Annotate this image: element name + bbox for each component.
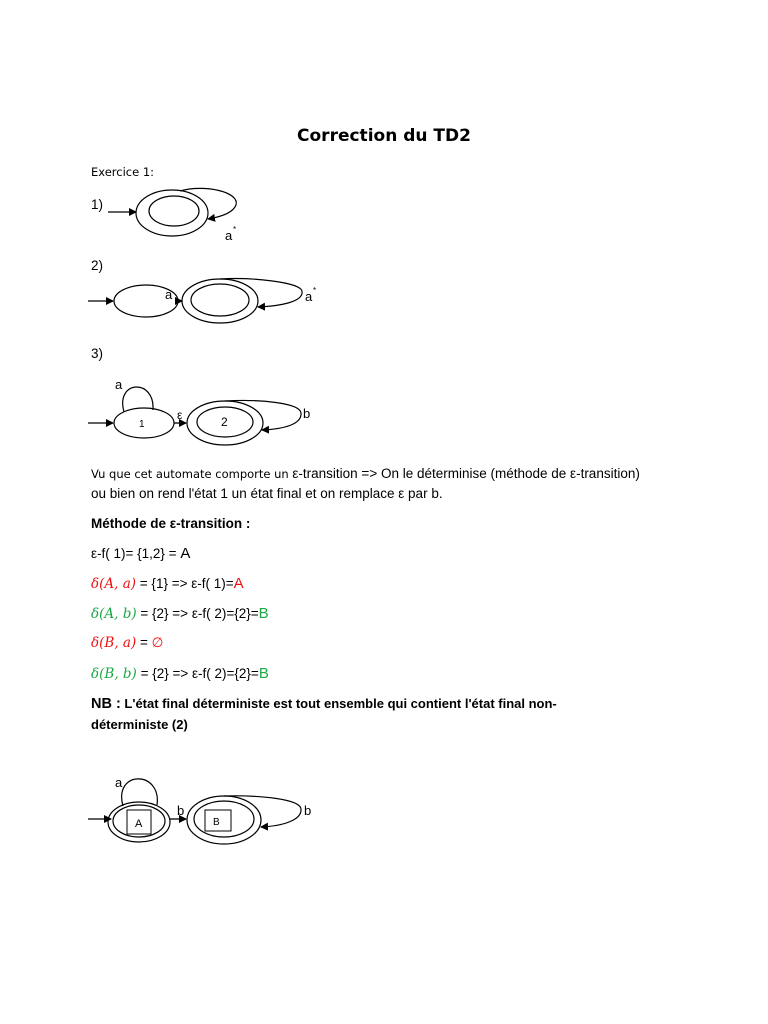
delta-rhs: = [136, 635, 152, 650]
state-1-label: 1 [139, 419, 145, 430]
state-b-label: B [213, 817, 220, 828]
loop-label-state-2: b [303, 406, 311, 421]
explanation-line-1-rest: ε-transition => On le déterminise (méthode de ε-transition) [292, 466, 640, 481]
exercise-label: Exercice 1: [91, 165, 155, 179]
transition-label: a [165, 287, 173, 302]
loop-label-state-b: b [304, 803, 312, 818]
loop-label-superscript: * [233, 225, 237, 234]
state-2-label: 2 [221, 415, 228, 429]
closure-result: A [180, 545, 191, 562]
state-a-label: A [135, 818, 143, 830]
delta-function: δ(A, b) [91, 606, 137, 622]
delta-result: A [233, 575, 244, 592]
explanation-line-1-start: Vu que cet automate comporte un [91, 467, 293, 481]
epsilon-transition-label: ε [177, 408, 183, 422]
delta-result: B [258, 665, 269, 682]
nb-text-1: L'état final déterministe est tout ensemble qui contient l'état final non- [120, 696, 557, 711]
delta-rhs: = {2} => ε-f( 2)={2}= [136, 606, 259, 621]
question-2-number: 2) [91, 258, 104, 273]
nb-line-2: déterministe (2) [91, 717, 188, 732]
page-title: Correction du TD2 [297, 126, 471, 146]
method-heading: Méthode de ε-transition : [91, 516, 251, 531]
loop-label-superscript: * [313, 286, 317, 295]
question-1-number: 1) [91, 197, 104, 212]
loop-label: a [305, 289, 313, 304]
nb-label: NB : [91, 696, 121, 712]
loop-label-state-1: a [115, 377, 123, 392]
loop-label-state-a: a [115, 775, 123, 790]
self-loop-state-b [224, 796, 301, 827]
delta-function: δ(A, a) [91, 576, 137, 592]
delta-rhs: = {2} => ε-f( 2)={2}= [136, 666, 259, 681]
delta-function: δ(B, a) [91, 635, 137, 651]
transition-label: b [177, 803, 185, 818]
delta-function: δ(B, b) [91, 666, 137, 682]
question-3-number: 3) [91, 346, 104, 361]
delta-result: B [258, 605, 269, 622]
explanation-line-2: ou bien on rend l'état 1 un état final et on remplace ε par b. [91, 486, 443, 501]
delta-result: ∅ [151, 635, 164, 650]
closure-expression: ε-f( 1)= {1,2} = [91, 546, 181, 561]
loop-label: a [225, 228, 233, 243]
delta-rhs: = {1} => ε-f( 1)= [136, 576, 234, 591]
